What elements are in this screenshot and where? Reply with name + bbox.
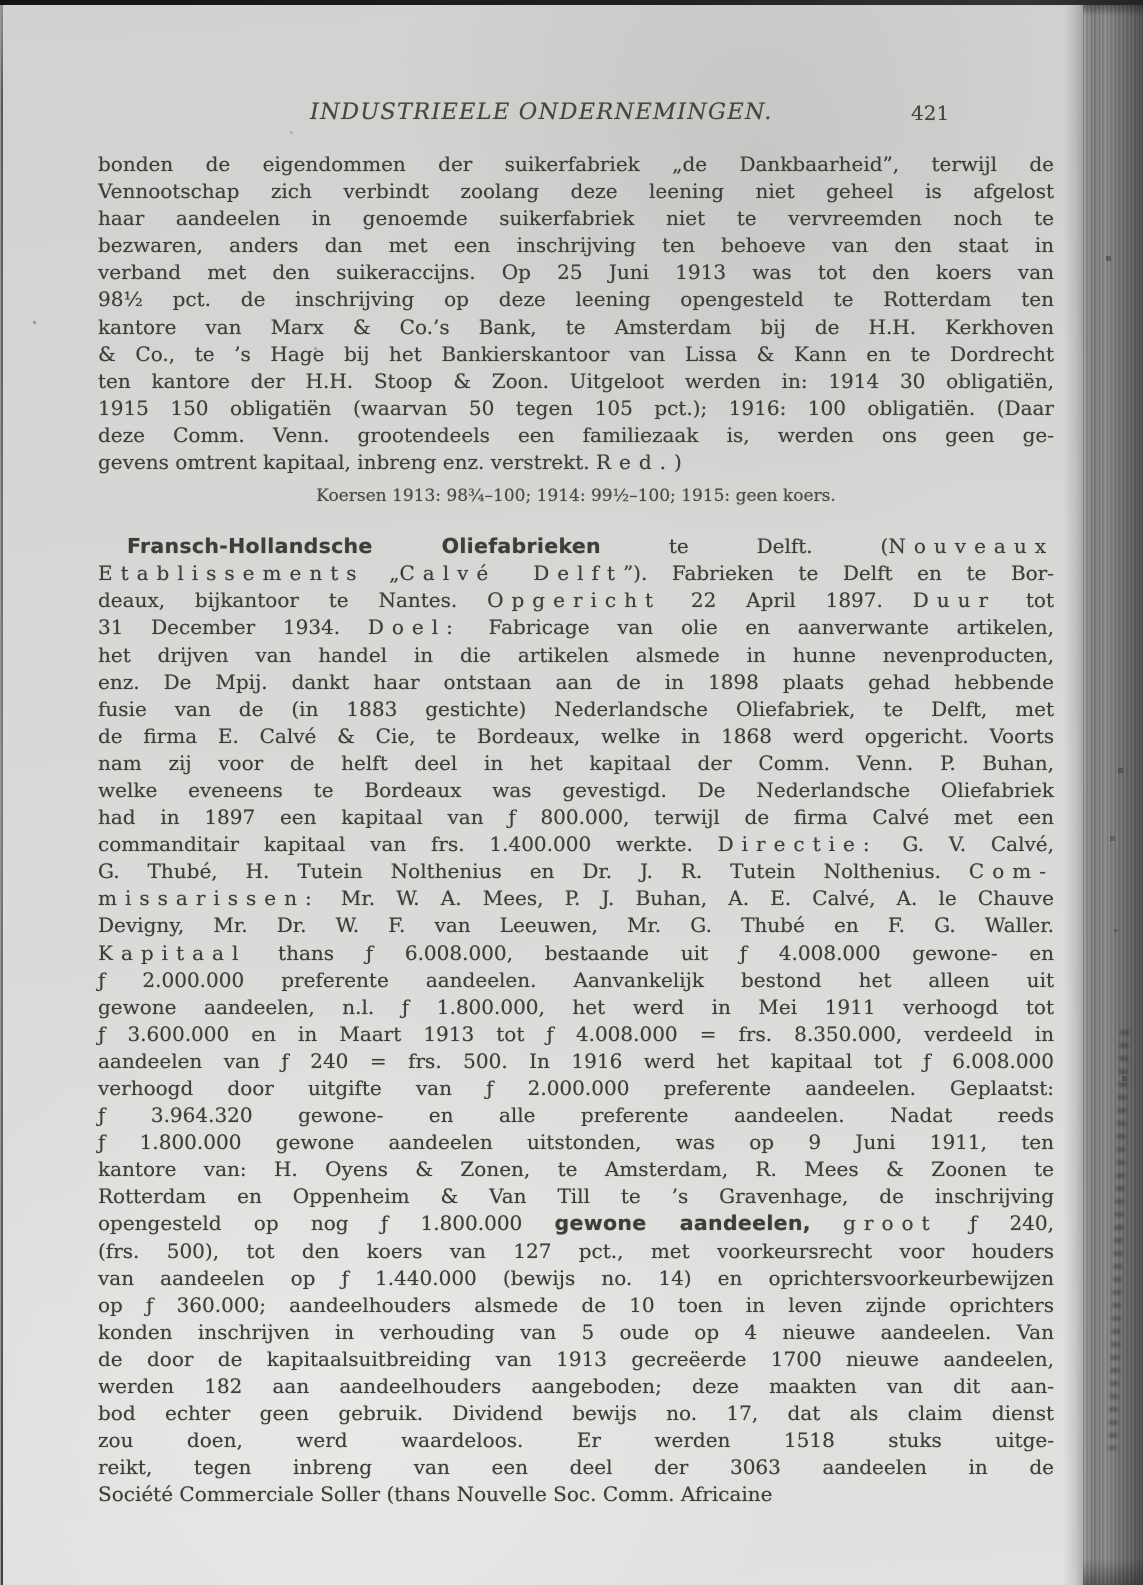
body-text: het drijven van handel in die artikelen alsmede in hunne nevenproducten,	[98, 642, 1054, 667]
body-text: zou doen, werd waardeloos. Er werden 1518 stuks uitge-	[98, 1428, 1054, 1453]
body-text: reikt, tegen inbreng van een deel der 3063 aandeelen in de	[98, 1455, 1054, 1480]
book-page-paper	[3, 0, 1083, 1585]
letterspaced-emphasis-text: Com-	[968, 859, 1054, 884]
body-text: 1915 150 obligatiën (waarvan 50 tegen 105 pct.); 1916: 100 obligatiën. (Daar	[98, 395, 1054, 420]
body-text: 98½ pct. de inschrijving op deze leening opengesteld te Rotterdam ten	[98, 287, 1054, 312]
text-line	[98, 1481, 1054, 1508]
body-text: gevens omtrent kapitaal, inbreng enz. verstrekt.	[98, 450, 596, 475]
binding-seam-shadow	[1063, 0, 1083, 1585]
body-text: & Co., te ’s Hage bij het Bankierskantoor van Lissa & Kann en te Dordrecht	[98, 341, 1054, 366]
body-text: kantore van: H. Oyens & Zonen, te Amsterdam, R. Mees & Zoonen te	[98, 1157, 1054, 1182]
text-line	[98, 341, 1054, 368]
page-body	[98, 151, 1054, 1509]
body-text	[811, 1211, 843, 1235]
text-line	[98, 1319, 1054, 1346]
text-line	[98, 1129, 1054, 1156]
body-text: de door de kapitaalsuitbreiding van 1913 gecreëerde 1700 nieuwe aandeelen,	[98, 1346, 1054, 1371]
text-line	[98, 723, 1054, 750]
body-text: werden 182 aan aandeelhouders aangeboden; deze maakten van dit aan-	[98, 1374, 1054, 1399]
body-text: te Delft. (	[600, 534, 889, 559]
body-text: bod echter geen gebruik. Dividend bewijs no. 17, dat als claim dienst	[98, 1401, 1054, 1426]
body-text: commanditair kapitaal van frs. 1.400.000 werkte.	[98, 832, 718, 857]
text-line	[98, 205, 1054, 232]
body-text: 22 April 1897.	[661, 588, 913, 613]
text-line	[98, 422, 1054, 449]
text-line	[98, 395, 1054, 422]
text-line	[98, 368, 1054, 395]
text-line	[98, 885, 1054, 912]
text-line	[98, 669, 1054, 696]
body-text: gewone aandeelen, n.l. ƒ 1.800.000, het werd in Mei 1911 verhoogd tot	[98, 994, 1054, 1019]
body-text: enz. De Mpij. dankt haar ontstaan aan de in 1898 plaats gehad hebbende	[98, 669, 1054, 694]
text-line	[98, 314, 1054, 341]
body-text: Fabricage van olie en aanverwante artikelen,	[460, 615, 1054, 640]
body-text: verband met den suikeraccijns. Op 25 Juni 1913 was tot den koers van	[98, 260, 1054, 285]
text-line	[98, 1373, 1054, 1400]
body-text: Koersen 1913: 98¾–100; 1914: 99½–100; 1915: geen koers.	[316, 486, 836, 507]
body-text: Vennootschap zich verbindt zoolang deze leening niet geheel is afgelost	[98, 179, 1054, 204]
body-text: kantore van Marx & Co.’s Bank, te Amsterdam bij de H.H. Kerkhoven	[98, 314, 1054, 339]
body-text: Société Commerciale Soller (thans Nouvelle Soc. Comm. Africaine	[98, 1482, 773, 1507]
body-text: ƒ 240,	[937, 1211, 1054, 1236]
koersen-note	[98, 485, 1054, 508]
body-text: de firma E. Calvé & Cie, te Bordeaux, welke in 1868 werd opgericht. Voorts	[98, 723, 1054, 748]
text-line	[98, 912, 1054, 939]
text-line	[98, 1238, 1054, 1265]
bold-emphasis-text: gewone aandeelen,	[554, 1211, 811, 1236]
text-line	[98, 533, 1054, 560]
letterspaced-emphasis-text: Calvé Delft	[399, 561, 623, 586]
body-text: thans ƒ 6.008.000, bestaande uit ƒ 4.008.000 gewone- en	[246, 940, 1054, 965]
paragraph	[98, 151, 1054, 476]
body-text: G. Thubé, H. Tutein Nolthenius en Dr. J. R. Tutein Nolthenius.	[98, 859, 969, 884]
body-text: bonden de eigendommen der suikerfabriek „de Dankbaarheid”, terwijl de	[98, 152, 1054, 176]
text-line	[98, 151, 1054, 178]
paragraph	[98, 533, 1054, 1508]
body-text: van aandeelen op ƒ 1.440.000 (bewijs no. 14) en oprichtersvoorkeurbewijzen	[98, 1265, 1054, 1290]
text-line	[98, 1156, 1054, 1183]
text-line	[98, 858, 1054, 885]
text-line	[98, 696, 1054, 723]
text-line	[98, 1427, 1054, 1454]
text-line	[98, 831, 1054, 858]
text-line	[98, 1048, 1054, 1075]
body-text: 31 December 1934.	[98, 615, 368, 640]
text-line	[98, 449, 1054, 476]
letterspaced-emphasis-text: Duur	[912, 588, 997, 613]
body-text: fusie van de (in 1883 gestichte) Nederlandsche Oliefabriek, te Delft, met	[98, 696, 1054, 721]
text-line	[98, 485, 1054, 508]
text-line	[98, 940, 1054, 967]
text-line	[98, 750, 1054, 777]
body-text: welke eveneens te Bordeaux was gevestigd. De Nederlandsche Oliefabriek	[98, 777, 1054, 802]
text-line	[98, 259, 1054, 286]
text-line	[98, 777, 1054, 804]
text-line	[98, 232, 1054, 259]
text-line	[98, 642, 1054, 669]
text-line	[98, 804, 1054, 831]
text-line	[98, 1292, 1054, 1319]
letterspaced-emphasis-text: Red.	[595, 450, 675, 475]
text-line	[98, 587, 1054, 614]
text-line	[98, 1183, 1054, 1210]
body-text: nam zij voor de helft deel in het kapitaal der Comm. Venn. P. Buhan,	[98, 750, 1054, 775]
letterspaced-emphasis-text: groot	[843, 1211, 938, 1236]
body-text: konden inschrijven in verhouding van 5 oude op 4 nieuwe aandeelen. Van	[98, 1319, 1054, 1344]
body-text: haar aandeelen in genoemde suikerfabriek niet te vervreemden noch te	[98, 206, 1054, 231]
text-line	[98, 1075, 1054, 1102]
letterspaced-emphasis-text: Directie:	[717, 832, 878, 857]
body-text: G. V. Calvé,	[877, 832, 1054, 857]
body-text: aandeelen van ƒ 240 = frs. 500. In 1916 werd het kapitaal tot ƒ 6.008.000	[98, 1048, 1054, 1073]
body-text: ”). Fabrieken te Delft en te Bor-	[622, 561, 1055, 586]
letterspaced-emphasis-text: Nouveaux	[888, 534, 1054, 559]
text-line	[98, 178, 1054, 205]
text-line	[98, 1454, 1054, 1481]
body-text: had in 1897 een kapitaal van ƒ 800.000, terwijl de firma Calvé met een	[98, 805, 1054, 830]
body-text: opengesteld op nog ƒ 1.800.000	[98, 1211, 555, 1236]
body-text: verhoogd door uitgifte van ƒ 2.000.000 preferente aandeelen. Geplaatst:	[98, 1076, 1054, 1100]
body-text: „	[364, 561, 400, 586]
letterspaced-emphasis-text: Doel:	[367, 615, 461, 640]
text-line	[98, 967, 1054, 994]
body-text: ƒ 3.600.000 en in Maart 1913 tot ƒ 4.008.000 = frs. 8.350.000, verdeeld in	[98, 1021, 1054, 1046]
text-line	[98, 614, 1054, 641]
text-line	[98, 1265, 1054, 1292]
body-text: deze Comm. Venn. grootendeels een familiezaak is, werden ons geen ge-	[98, 422, 1054, 447]
text-line	[98, 286, 1054, 313]
letterspaced-emphasis-text: Etablissements	[98, 561, 365, 586]
body-text: (frs. 500), tot den koers van 127 pct., met voorkeursrecht voor houders	[98, 1238, 1054, 1263]
body-text: ƒ 2.000.000 preferente aandeelen. Aanvankelijk bestond het alleen uit	[98, 967, 1054, 992]
letterspaced-emphasis-text: Kapitaal	[98, 940, 247, 965]
body-text: op ƒ 360.000; aandeelhouders alsmede de 10 toen in leven zijnde oprichters	[98, 1292, 1054, 1317]
running-title: INDUSTRIEELE ONDERNEMINGEN.	[310, 99, 773, 125]
body-text: bezwaren, anders dan met een inschrijving ten behoeve van den staat in	[98, 233, 1054, 258]
text-line	[98, 1102, 1054, 1129]
body-text: ten kantore der H.H. Stoop & Zoon. Uitgeloot werden in: 1914 30 obligatiën,	[98, 368, 1054, 393]
text-line	[98, 1346, 1054, 1373]
bold-emphasis-text: Fransch-Hollandsche Oliefabrieken	[127, 534, 601, 559]
body-text: Devigny, Mr. Dr. W. F. van Leeuwen, Mr. G. Thubé en F. G. Waller.	[98, 913, 1054, 938]
text-line	[98, 560, 1054, 587]
text-line	[98, 1021, 1054, 1048]
body-text: )	[674, 450, 682, 475]
body-text: Rotterdam en Oppenheim & Van Till te ’s Gravenhage, de inschrijving	[98, 1184, 1054, 1209]
letterspaced-emphasis-text: Opgericht	[487, 588, 662, 613]
body-text: ƒ 3.964.320 gewone- en alle preferente aandeelen. Nadat reeds	[98, 1103, 1054, 1128]
body-text: deaux, bijkantoor te Nantes.	[98, 588, 488, 613]
scan-left-edge-line	[1, 5, 3, 1585]
body-text: ƒ 1.800.000 gewone aandeelen uitstonden, was op 9 Juni 1911, ten	[98, 1130, 1054, 1155]
body-text: Mr. W. A. Mees, P. J. Buhan, A. E. Calvé, A. le Chauve	[319, 886, 1054, 911]
letterspaced-emphasis-text: missarissen:	[98, 886, 320, 911]
page-number: 421	[911, 101, 950, 125]
text-line	[98, 1400, 1054, 1427]
scan-top-edge	[0, 0, 1143, 5]
text-line	[98, 994, 1054, 1021]
text-line	[98, 1210, 1054, 1237]
body-text: tot	[996, 588, 1054, 613]
